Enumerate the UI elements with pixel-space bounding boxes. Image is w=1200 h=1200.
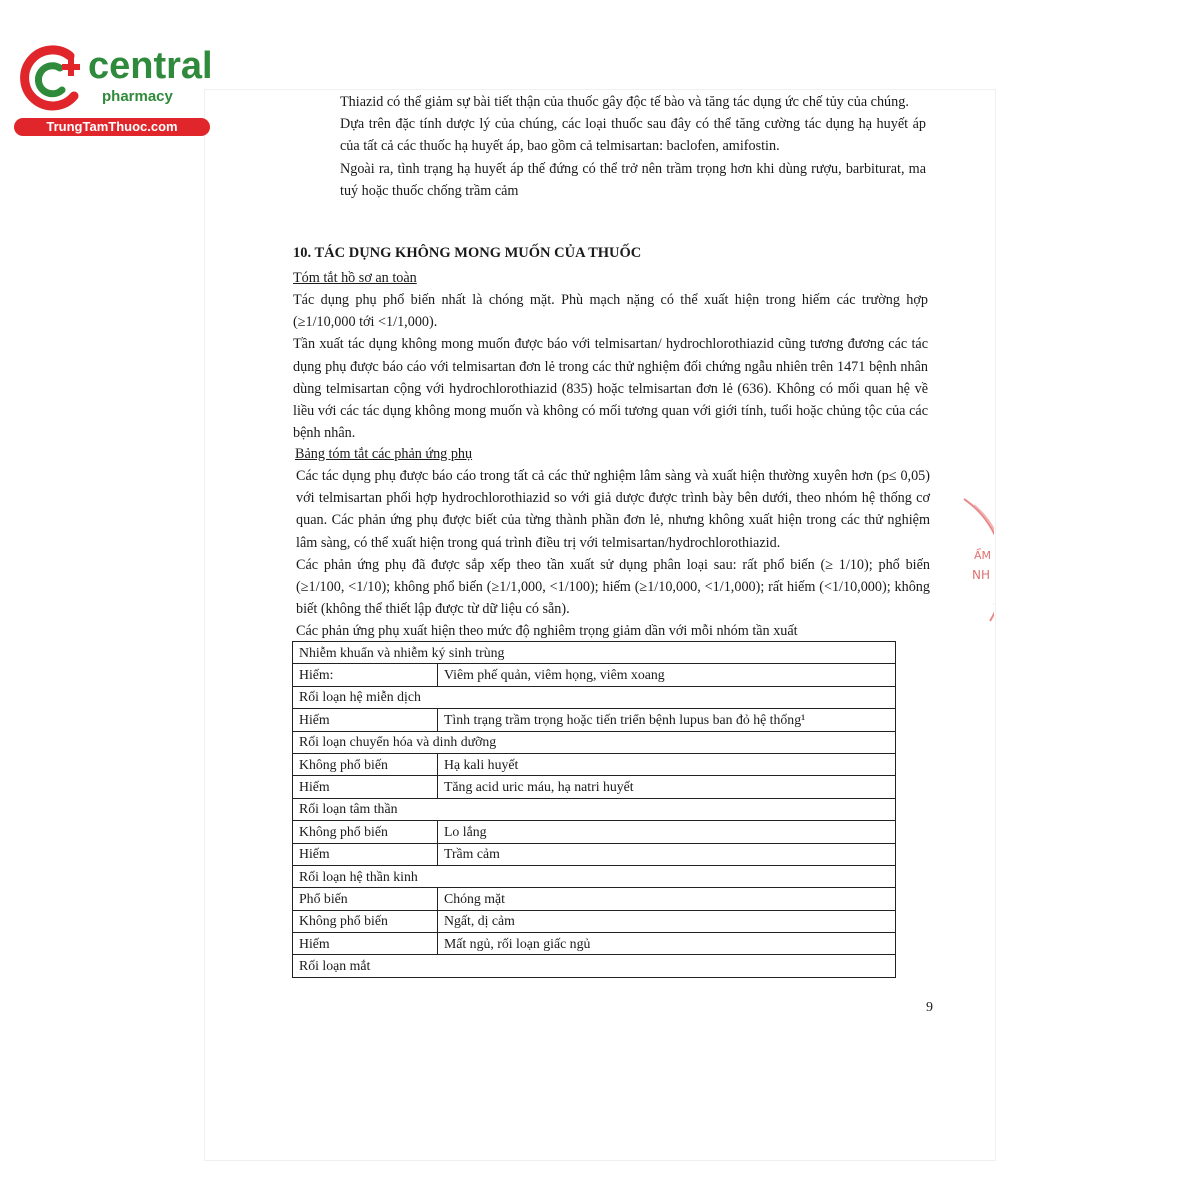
- effect-cell: Tăng acid uric máu, hạ natri huyết: [438, 776, 896, 798]
- frequency-cell: Không phổ biến: [293, 753, 438, 775]
- intro-paragraph: Dựa trên đặc tính dược lý của chúng, các loại thuốc sau đây có thể tăng cường tác dụng hạ huyết áp của tất cả các thuốc hạ huyết áp, bao gồm cả telmisartan: baclofen, amifostin.: [340, 116, 926, 155]
- table-subheading: Bảng tóm tắt các phản ứng phụ: [295, 446, 473, 462]
- svg-text:ẨM: ẨM: [974, 549, 992, 562]
- table-group-row: [293, 865, 896, 887]
- svg-text:NH: NH: [972, 568, 990, 582]
- intro-paragraph: Thiazid có thể giảm sự bài tiết thận của thuốc gây độc tế bào và tăng tác dụng ức chế tủy của chúng.: [340, 94, 909, 110]
- section-heading: 10. TÁC DỤNG KHÔNG MONG MUỐN CỦA THUỐC: [293, 245, 642, 261]
- safety-subheading: Tóm tắt hồ sơ an toàn: [293, 270, 417, 286]
- effect-cell: Hạ kali huyết: [438, 753, 896, 775]
- adverse-effects-table: [292, 641, 896, 978]
- safety-paragraph: Tác dụng phụ phổ biến nhất là chóng mặt. Phù mạch nặng có thể xuất hiện trong hiếm các trường hợp (≥1/10,000 tới <1/1,000).: [293, 292, 928, 331]
- central-pharmacy-logo[interactable]: [12, 38, 212, 138]
- organ-class-cell: Nhiễm khuẩn và nhiễm ký sinh trùng: [293, 642, 896, 664]
- table-row: [293, 821, 896, 843]
- stamp-edge-icon: [960, 495, 994, 625]
- frequency-cell: Hiếm: [293, 933, 438, 955]
- table-row: [293, 709, 896, 731]
- table-intro-paragraph: Các tác dụng phụ được báo cáo trong tất cả các thử nghiệm lâm sàng và xuất hiện thường xuyên hơn (p≤ 0,05) với telmisartan phối hợp hydrochlorothiazid so với giả dược được trình bày bên dưới, theo nhóm hệ thống cơ quan. Các phản ứng phụ được biết của từng thành phần đơn lẻ, nhưng không xuất hiện trong các thử nghiệm lâm sàng, có thể xuất hiện trong quá trình điều trị với telmisartan/hydrochlorothiazid.: [296, 468, 930, 551]
- logo-website[interactable]: TrungTamThuoc.com: [14, 118, 210, 136]
- table-group-row: [293, 642, 896, 664]
- table-group-row: [293, 955, 896, 977]
- table-group-row: [293, 731, 896, 753]
- frequency-cell: Không phổ biến: [293, 910, 438, 932]
- table-intro-paragraph: Các phản ứng phụ đã được sắp xếp theo tần xuất sử dụng phân loại sau: rất phổ biến (≥ 1/10); phổ biến (≥1/100, <1/10); không phổ biến (≥1/1,000, <1/100); hiếm (≥1/10,000, <1/1,000); rất hiếm (<1/10,000); không biết (không thể thiết lập được từ dữ liệu có sẵn).: [296, 556, 930, 618]
- logo-ring-icon: [12, 38, 92, 118]
- table-row: [293, 910, 896, 932]
- safety-paragraph: Tần xuất tác dụng không mong muốn được báo với telmisartan/ hydrochlorothiazid cũng tương đương các tác dụng phụ được báo cáo với telmisartan đơn lẻ trong các thử nghiệm đối chứng ngẫu nhiên trên 1471 bệnh nhân dùng telmisartan cộng với hydrochlorothiazid (835) hoặc telmisartan đơn lẻ (636). Không có mối quan hệ về liều với các tác dụng không mong muốn và không có mối tương quan với giới tính, tuổi hoặc chủng tộc của các bệnh nhân.: [293, 336, 928, 442]
- table-row: [293, 843, 896, 865]
- effect-cell: Trầm cảm: [438, 843, 896, 865]
- table-intro-paragraph: Các phản ứng phụ xuất hiện theo mức độ nghiêm trọng giảm dần với mỗi nhóm tần xuất: [296, 623, 798, 640]
- frequency-cell: Hiếm: [293, 709, 438, 731]
- frequency-cell: Phổ biến: [293, 888, 438, 910]
- table-row: [293, 776, 896, 798]
- table-row: [293, 933, 896, 955]
- table-group-row: [293, 686, 896, 708]
- organ-class-cell: Rối loạn mắt: [293, 955, 896, 977]
- organ-class-cell: Rối loạn tâm thần: [293, 798, 896, 820]
- intro-block: [340, 91, 926, 202]
- organ-class-cell: Rối loạn hệ thần kinh: [293, 865, 896, 887]
- effect-cell: Chóng mặt: [438, 888, 896, 910]
- effect-cell: Tình trạng trầm trọng hoặc tiến triển bệnh lupus ban đỏ hệ thống¹: [438, 709, 896, 731]
- logo-subtitle: pharmacy: [102, 88, 173, 105]
- effect-cell: Lo lắng: [438, 821, 896, 843]
- effect-cell: Mất ngủ, rối loạn giấc ngủ: [438, 933, 896, 955]
- page-number: 9: [926, 1000, 933, 1015]
- table-row: [293, 888, 896, 910]
- table-group-row: [293, 798, 896, 820]
- organ-class-cell: Rối loạn chuyển hóa và dinh dưỡng: [293, 731, 896, 753]
- frequency-cell: Hiếm:: [293, 664, 438, 686]
- frequency-cell: Hiếm: [293, 776, 438, 798]
- organ-class-cell: Rối loạn hệ miễn dịch: [293, 686, 896, 708]
- safety-block: [293, 289, 928, 444]
- effect-cell: Viêm phế quản, viêm họng, viêm xoang: [438, 664, 896, 686]
- frequency-cell: Không phổ biến: [293, 821, 438, 843]
- logo-wordmark: central: [88, 45, 213, 87]
- table-row: [293, 664, 896, 686]
- table-row: [293, 753, 896, 775]
- effect-cell: Ngất, dị cảm: [438, 910, 896, 932]
- frequency-cell: Hiếm: [293, 843, 438, 865]
- intro-paragraph: Ngoài ra, tình trạng hạ huyết áp thế đứng có thể trở nên trầm trọng hơn khi dùng rượu, barbiturat, ma tuý hoặc thuốc chống trầm cảm: [340, 160, 926, 199]
- table-intro-block: [296, 465, 930, 643]
